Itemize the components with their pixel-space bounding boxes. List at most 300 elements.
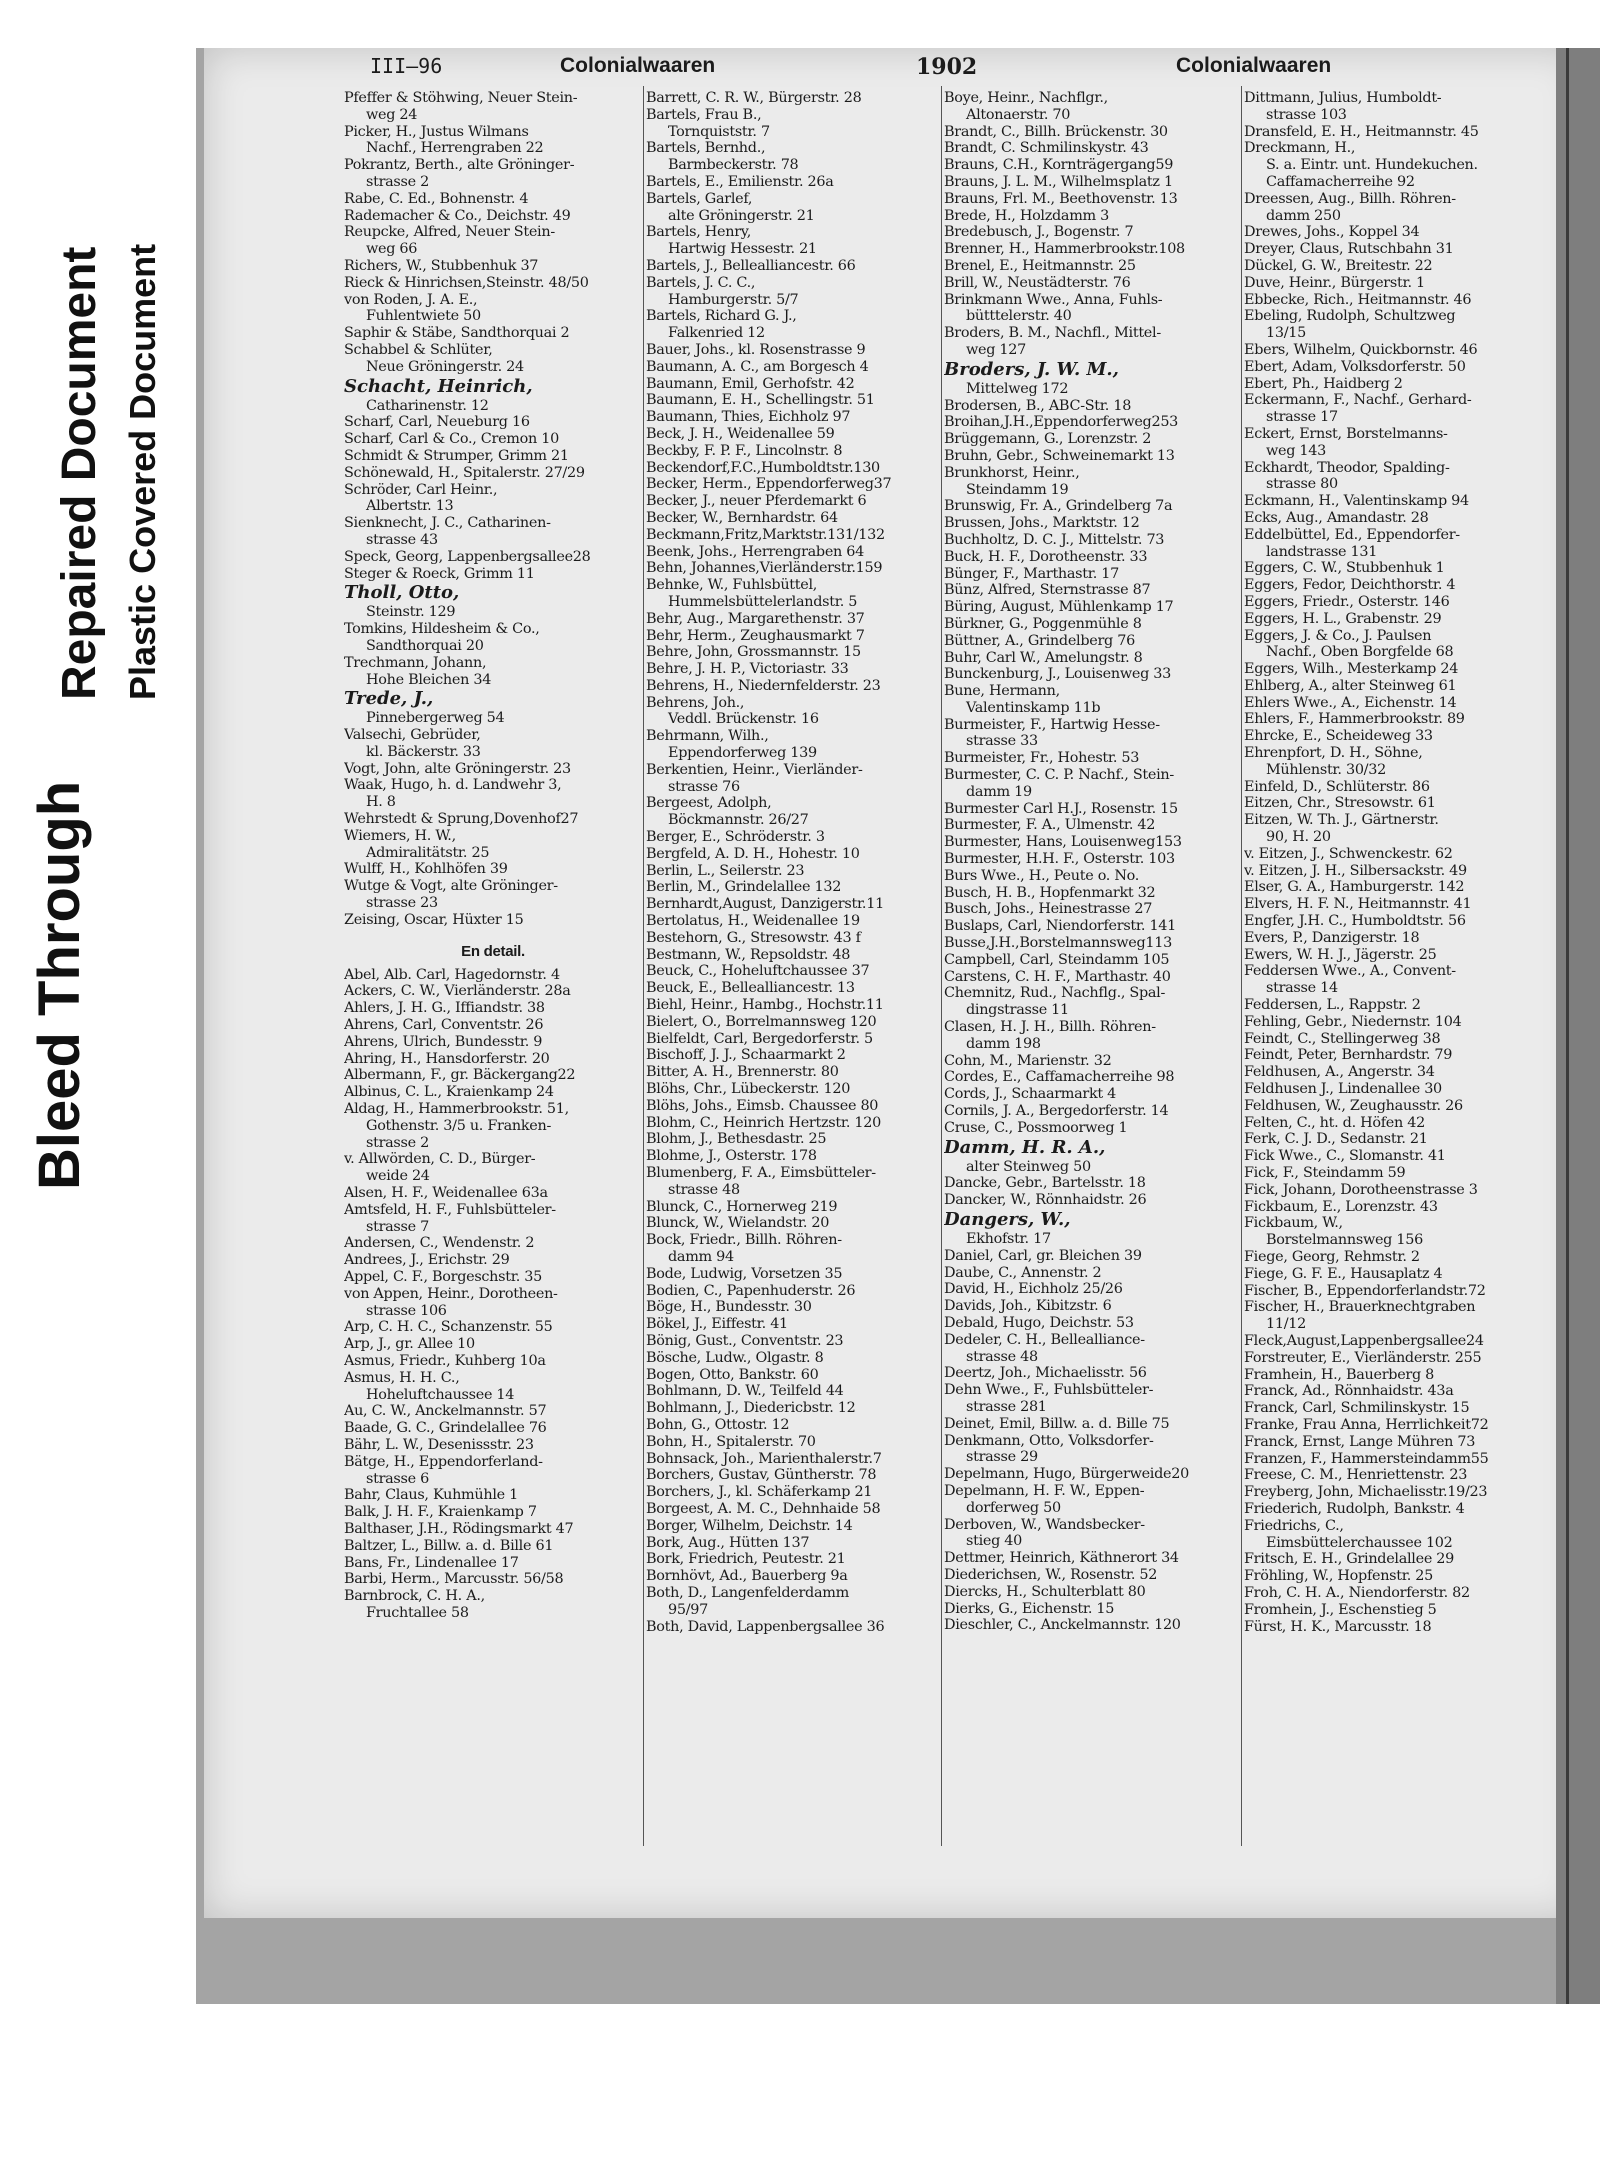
listing-entry: Pokrantz, Berth., alte Gröninger- (344, 157, 575, 174)
listing-entry: Asmus, H. H. C., (344, 1369, 460, 1386)
listing-continuation: 13/15 (1266, 325, 1306, 342)
listing-entry: Behre, J. H. P., Victoriastr. 33 (646, 661, 849, 678)
binding-edge (1556, 48, 1600, 2004)
listing-entry: Brussen, Johs., Marktstr. 12 (944, 515, 1140, 532)
listing-entry: Behrens, H., Niedernfelderstr. 23 (646, 677, 881, 694)
listing-continuation: strasse 103 (1266, 106, 1347, 123)
column-divider (941, 86, 942, 1846)
listing-entry: Bünz, Alfred, Sternstrasse 87 (944, 582, 1151, 599)
listing-entry: Busse,J.H.,Borstelmannsweg113 (944, 935, 1172, 952)
listing-continuation: Neue Gröningerstr. 24 (366, 358, 524, 375)
listing-continuation: Ekhofstr. 17 (966, 1231, 1051, 1247)
listing-entry: von Appen, Heinr., Dorotheen- (344, 1285, 558, 1302)
listing-entry: Dreckmann, H., (1244, 140, 1356, 157)
listing-entry: Richers, W., Stubbenhuk 37 (344, 257, 539, 274)
listing-entry: Eckermann, F., Nachf., Gerhard- (1244, 392, 1472, 409)
listing-entry: Bökel, J., Eiffestr. 41 (646, 1316, 788, 1333)
listing-entry: Buhr, Carl W., Amelungstr. 8 (944, 649, 1143, 666)
listing-entry: Felten, C., ht. d. Höfen 42 (1244, 1114, 1425, 1131)
repaired-document-label: Repaired Document (53, 246, 106, 700)
listing-entry: Bartels, J. C. C., (646, 274, 756, 291)
listing-entry: Albinus, C. L., Kraienkamp 24 (344, 1084, 554, 1101)
listing-entry: Freyberg, John, Michaelisstr.19/23 (1244, 1484, 1488, 1501)
listing-entry: Ehrcke, E., Scheideweg 33 (1244, 728, 1433, 745)
listing-entry: Bitter, A. H., Brennerstr. 80 (646, 1064, 839, 1081)
listing-entry: Damm, H. R. A., (944, 1136, 1106, 1158)
listing-entry: Fritsch, E. H., Grindelallee 29 (1244, 1551, 1455, 1568)
listing-entry: Rademacher & Co., Deichstr. 49 (344, 207, 571, 224)
listing-entry: Bergfeld, A. D. H., Hohestr. 10 (646, 845, 860, 862)
listing-continuation: strasse 2 (366, 173, 429, 190)
listing-entry: v. Eitzen, J., Schwenckestr. 62 (1244, 845, 1453, 862)
listing-entry: Feldhusen, A., Angerstr. 34 (1244, 1064, 1435, 1081)
listing-entry: Bohlmann, J., Diedericbstr. 12 (646, 1400, 856, 1417)
listing-continuation: Nachf., Herrengraben 22 (366, 140, 544, 157)
listing-entry: Bohn, H., Spitalerstr. 70 (646, 1433, 816, 1450)
listing-entry: Behr, Aug., Margarethenstr. 37 (646, 610, 865, 627)
listing-entry: Au, C. W., Anckelmannstr. 57 (344, 1403, 547, 1420)
listing-continuation: Nachf., Oben Borgfelde 68 (1266, 644, 1454, 661)
listing-entry: Feindt, Peter, Bernhardstr. 79 (1244, 1047, 1453, 1064)
listing-entry: Abel, Alb. Carl, Hagedornstr. 4 (344, 966, 560, 983)
listing-entry: Aldag, H., Hammerbrookstr. 51, (344, 1101, 569, 1118)
listing-entry: Fiege, Georg, Rehmstr. 2 (1244, 1248, 1420, 1265)
listing-continuation: strasse 14 (1266, 980, 1338, 997)
listing-entry: Bredebusch, J., Bogenstr. 7 (944, 224, 1134, 241)
listing-continuation: bütttelerstr. 40 (966, 308, 1072, 325)
listing-entry: Ahring, H., Hansdorferstr. 20 (344, 1050, 550, 1067)
listing-entry: Bartels, J., Bellealliancestr. 66 (646, 257, 856, 274)
listing-entry: Schmidt & Strumper, Grimm 21 (344, 447, 569, 464)
listing-entry: Ebert, Adam, Volksdorferstr. 50 (1244, 358, 1466, 375)
listing-entry: Tholl, Otto, (344, 582, 460, 604)
listing-entry: Burmeister, F., Hartwig Hesse- (944, 716, 1160, 733)
listing-continuation: landstrasse 131 (1266, 543, 1378, 560)
listing-entry: Debald, Hugo, Deichstr. 53 (944, 1314, 1134, 1331)
listing-entry: Bunckenburg, J., Louisenweg 33 (944, 666, 1171, 683)
listing-entry: Büring, August, Mühlenkamp 17 (944, 599, 1174, 616)
listing-continuation: Steindamm 19 (966, 481, 1069, 498)
listing-entry: Cruse, C., Possmoorweg 1 (944, 1119, 1128, 1136)
listing-entry: Fleck,August,Lappenbergsallee24 (1244, 1332, 1484, 1349)
listing-entry: Bünger, F., Marthastr. 17 (944, 565, 1120, 582)
listing-entry: Böge, H., Bundesstr. 30 (646, 1299, 812, 1316)
listing-continuation: Hamburgerstr. 5/7 (668, 291, 799, 308)
listing-continuation: Borstelmannsweg 156 (1266, 1232, 1423, 1249)
listing-entry: Bornhövt, Ad., Bauerberg 9a (646, 1568, 848, 1585)
listing-entry: Baumann, Emil, Gerhofstr. 42 (646, 375, 855, 392)
listing-entry: Borchers, J., kl. Schäferkamp 21 (646, 1484, 873, 1501)
listing-entry: Brauns, Frl. M., Beethovenstr. 13 (944, 190, 1178, 207)
listing-entry: Brauns, C.H., Kornträgergang59 (944, 157, 1174, 174)
listing-entry: Beckby, F. P. F., Lincolnstr. 8 (646, 442, 843, 459)
listing-entry: Eggers, H. L., Grabenstr. 29 (1244, 610, 1442, 627)
listing-entry: Ecks, Aug., Amandastr. 28 (1244, 509, 1429, 526)
listing-entry: Diercks, H., Schulterblatt 80 (944, 1583, 1146, 1600)
listing-entry: Zeising, Oscar, Hüxter 15 (344, 911, 524, 928)
listing-entry: Bohlmann, D. W., Teilfeld 44 (646, 1383, 844, 1400)
listing-entry: Andersen, C., Wendenstr. 2 (344, 1235, 535, 1252)
listing-entry: Behrmann, Wilh., (646, 728, 769, 745)
listing-continuation: strasse 48 (966, 1348, 1038, 1365)
listing-entry: Eggers, Friedr., Osterstr. 146 (1244, 593, 1450, 610)
listing-entry: Rieck & Hinrichsen,Steinstr. 48/50 (344, 274, 589, 291)
listing-entry: Dangers, W., (944, 1209, 1071, 1230)
listing-continuation: damm 19 (966, 783, 1032, 800)
listing-entry: Eggers, Wilh., Mesterkamp 24 (1244, 661, 1459, 678)
listing-entry: Berger, E., Schröderstr. 3 (646, 829, 825, 846)
listing-continuation: Eimsbüttelerchaussee 102 (1266, 1534, 1453, 1551)
listing-entry: Arp, C. H. C., Schanzenstr. 55 (344, 1319, 553, 1336)
listing-entry: Bogen, Otto, Bankstr. 60 (646, 1366, 819, 1383)
listing-entry: Daniel, Carl, gr. Bleichen 39 (944, 1247, 1142, 1264)
listing-continuation: strasse 29 (966, 1449, 1038, 1466)
listing-entry: Ackers, C. W., Vierländerstr. 28a (344, 983, 571, 1000)
listing-entry: Bürkner, G., Poggenmühle 8 (944, 615, 1142, 632)
margin-label-strip (0, 60, 195, 1190)
listing-entry: Depelmann, Hugo, Bürgerweide20 (944, 1466, 1189, 1483)
listing-entry: Saphir & Stäbe, Sandthorquai 2 (344, 325, 570, 342)
listing-entry: Beuck, E., Bellealliancestr. 13 (646, 980, 855, 997)
listing-entry: Wulff, H., Kohlhöfen 39 (344, 861, 508, 878)
listing-continuation: strasse 43 (366, 531, 438, 548)
section-title-right: Colonialwaaren (1176, 54, 1332, 77)
listing-entry: Barrett, C. R. W., Bürgerstr. 28 (646, 90, 862, 106)
listing-continuation: Pinnebergerweg 54 (366, 710, 505, 727)
listing-entry: Schröder, Carl Heinr., (344, 481, 498, 498)
listing-continuation: Caffamacherreihe 92 (1266, 173, 1415, 190)
listing-entry: Fromhein, J., Eschenstieg 5 (1244, 1601, 1437, 1618)
listing-entry: Elvers, H. F. N., Heitmannstr. 41 (1244, 896, 1472, 913)
listing-entry: Barbi, Herm., Marcusstr. 56/58 (344, 1571, 564, 1588)
listing-continuation: kl. Bäckerstr. 33 (366, 743, 481, 760)
listing-entry: Bätge, H., Eppendorferland- (344, 1453, 543, 1470)
listing-continuation: strasse 6 (366, 1470, 429, 1487)
listing-continuation: Sandthorquai 20 (366, 637, 484, 654)
listing-entry: Bork, Friedrich, Peutestr. 21 (646, 1551, 846, 1568)
listing-entry: Pfeffer & Stöhwing, Neuer Stein- (344, 90, 578, 106)
listing-entry: Becker, Herm., Eppendorferweg37 (646, 476, 892, 493)
listing-continuation: Hohe Bleichen 34 (366, 671, 492, 688)
directory-column-4 (1244, 90, 1556, 1860)
listing-continuation: strasse 281 (966, 1398, 1047, 1415)
listing-entry: Franck, Ernst, Lange Mühren 73 (1244, 1433, 1476, 1450)
listing-continuation: strasse 48 (668, 1181, 740, 1198)
listing-entry: Ehlberg, A., alter Steinweg 61 (1244, 677, 1457, 694)
listing-entry: Eggers, C. W., Stubbenhuk 1 (1244, 560, 1445, 577)
listing-entry: von Roden, J. A. E., (344, 291, 478, 308)
plastic-covered-label: Plastic Covered Document (122, 243, 163, 700)
listing-entry: Fickbaum, E., Lorenzstr. 43 (1244, 1198, 1438, 1215)
listing-entry: Albermann, F., gr. Bäckergang22 (344, 1067, 576, 1084)
listing-entry: Broders, J. W. M., (944, 358, 1119, 380)
listing-entry: Boye, Heinr., Nachflgr., (944, 90, 1108, 106)
listing-entry: Becker, J., neuer Pferdemarkt 6 (646, 493, 867, 510)
listing-entry: Both, D., Langenfelderdamm (646, 1584, 849, 1601)
listing-entry: Dedeler, C. H., Bellealliance- (944, 1331, 1145, 1348)
listing-entry: Blöhs, Chr., Lübeckerstr. 120 (646, 1081, 851, 1098)
listing-entry: Bartels, Frau B., (646, 106, 762, 123)
listing-entry: Ewers, W. H. J., Jägerstr. 25 (1244, 946, 1437, 963)
listing-continuation: Fuhlentwiete 50 (366, 308, 481, 325)
listing-entry: Bösche, Ludw., Olgastr. 8 (646, 1349, 824, 1366)
listing-entry: Cohn, M., Marienstr. 32 (944, 1052, 1112, 1069)
listing-entry: Arp, J., gr. Allee 10 (344, 1336, 475, 1353)
listing-continuation: 95/97 (668, 1601, 708, 1618)
listing-entry: Bielert, O., Borrelmannsweg 120 (646, 1013, 877, 1030)
listing-entry: Drewes, Johs., Koppel 34 (1244, 224, 1420, 241)
listing-entry: Dittmann, Julius, Humboldt- (1244, 90, 1442, 106)
listing-entry: Wiemers, H. W., (344, 827, 456, 844)
listing-entry: Carstens, C. H. F., Marthastr. 40 (944, 968, 1171, 985)
listing-entry: Bock, Friedr., Billh. Röhren- (646, 1232, 842, 1249)
listing-entry: Balk, J. H. F., Kraienkamp 7 (344, 1504, 537, 1521)
listing-entry: Borchers, Gustav, Güntherstr. 78 (646, 1467, 877, 1484)
listing-entry: Büttner, A., Grindelberg 76 (944, 632, 1135, 649)
listing-entry: Burmester, C. C. P. Nachf., Stein- (944, 767, 1174, 784)
listing-entry: Busch, H. B., Hopfenmarkt 32 (944, 884, 1156, 901)
listing-continuation: Valentinskamp 11b (966, 699, 1101, 716)
listing-entry: Bartels, E., Emilienstr. 26a (646, 173, 834, 190)
listing-continuation: damm 250 (1266, 207, 1341, 224)
listing-entry: Daube, C., Annenstr. 2 (944, 1264, 1102, 1281)
listing-entry: Ebers, Wilhelm, Quickbornstr. 46 (1244, 341, 1478, 358)
listing-entry: Becker, W., Bernhardstr. 64 (646, 509, 838, 526)
listing-entry: Appel, C. F., Borgeschstr. 35 (344, 1269, 542, 1285)
listing-continuation: weg 127 (966, 341, 1026, 358)
listing-entry: Framhein, H., Bauerberg 8 (1244, 1366, 1435, 1383)
listing-continuation: strasse 76 (668, 778, 740, 795)
listing-entry: Brill, W., Neustädterstr. 76 (944, 274, 1131, 291)
page-number: III—96 (370, 54, 443, 78)
listing-continuation: Tornquiststr. 7 (668, 123, 770, 140)
listing-continuation: Hoheluftchaussee 14 (366, 1386, 515, 1403)
listing-continuation: dorferweg 50 (966, 1499, 1061, 1516)
listing-continuation: strasse 17 (1266, 409, 1338, 426)
listing-continuation: Mühlenstr. 30/32 (1266, 761, 1386, 778)
listing-entry: Brandt, C., Billh. Brückenstr. 30 (944, 123, 1168, 140)
listing-entry: Brüggemann, G., Lorenzstr. 2 (944, 431, 1152, 448)
column-divider (643, 86, 644, 1846)
listing-continuation: Falkenried 12 (668, 325, 765, 342)
listing-entry: Fürst, H. K., Marcusstr. 18 (1244, 1618, 1432, 1635)
listing-entry: Dreessen, Aug., Billh. Röhren- (1244, 190, 1456, 207)
scanned-page (196, 48, 1600, 2004)
listing-entry: Ehrenpfort, D. H., Söhne, (1244, 745, 1423, 762)
listing-entry: Behr, Herm., Zeughausmarkt 7 (646, 627, 865, 644)
listing-entry: Broihan,J.H.,Eppendorferweg253 (944, 414, 1179, 431)
listing-entry: Feldhusen, W., Zeughausstr. 26 (1244, 1097, 1463, 1114)
listing-entry: Fick, Johann, Dorotheenstrasse 3 (1244, 1181, 1478, 1198)
listing-entry: Ferk, C. J. D., Sedanstr. 21 (1244, 1131, 1428, 1148)
listing-continuation: dingstrasse 11 (966, 1002, 1069, 1019)
listing-entry: Bune, Hermann, (944, 683, 1060, 700)
listing-entry: Bernhardt,August, Danzigerstr.11 (646, 896, 884, 913)
listing-entry: Franke, Frau Anna, Herrlichkeit72 (1244, 1416, 1489, 1433)
listing-entry: Brunkhorst, Heinr., (944, 464, 1080, 481)
listing-entry: Bestmann, W., Repsoldstr. 48 (646, 946, 851, 963)
listing-entry: Dransfeld, E. H., Heitmannstr. 45 (1244, 123, 1479, 140)
listing-entry: Berkentien, Heinr., Vierländer- (646, 761, 863, 778)
listing-entry: Tomkins, Hildesheim & Co., (344, 621, 540, 638)
listing-entry: Rabe, C. Ed., Bohnenstr. 4 (344, 190, 529, 207)
listing-entry: Beckmann,Fritz,Marktstr.131/132 (646, 526, 885, 543)
listing-entry: Dieschler, C., Anckelmannstr. 120 (944, 1617, 1181, 1634)
listing-continuation: alte Gröningerstr. 21 (668, 207, 815, 224)
directory-column-3 (944, 90, 1240, 1860)
listing-continuation: weide 24 (366, 1168, 430, 1185)
listing-entry: Sienknecht, J. C., Catharinen- (344, 515, 551, 532)
listing-continuation: alter Steinweg 50 (966, 1158, 1091, 1175)
listing-continuation: Albertstr. 13 (366, 498, 454, 515)
listing-entry: Eckmann, H., Valentinskamp 94 (1244, 493, 1469, 510)
listing-entry: Behn, Johannes,Vierländerstr.159 (646, 560, 883, 577)
listing-entry: Beck, J. H., Weidenallee 59 (646, 425, 835, 442)
listing-entry: Buck, H. F., Dorotheenstr. 33 (944, 548, 1148, 565)
listing-entry: Steger & Roeck, Grimm 11 (344, 565, 535, 582)
listing-continuation: strasse 80 (1266, 476, 1338, 493)
listing-entry: Bielfeldt, Carl, Bergedorferstr. 5 (646, 1030, 873, 1047)
listing-continuation: Altonaerstr. 70 (966, 106, 1071, 123)
listing-continuation: 11/12 (1266, 1316, 1306, 1333)
listing-entry: Fick, F., Steindamm 59 (1244, 1165, 1406, 1181)
listing-entry: Campbell, Carl, Steindamm 105 (944, 951, 1170, 968)
listing-entry: Dückel, G. W., Breitestr. 22 (1244, 257, 1433, 274)
listing-entry: Eitzen, W. Th. J., Gärtnerstr. (1244, 812, 1439, 829)
listing-entry: Duve, Heinr., Bürgerstr. 1 (1244, 274, 1425, 291)
listing-entry: Baumann, A. C., am Borgesch 4 (646, 358, 869, 375)
listing-entry: Franck, Ad., Rönnhaidstr. 43a (1244, 1383, 1454, 1400)
listing-entry: Brenel, E., Heitmannstr. 25 (944, 257, 1136, 274)
listing-entry: Wehrstedt & Sprung,Dovenhof27 (344, 811, 579, 828)
listing-continuation: strasse 106 (366, 1302, 447, 1319)
listing-entry: Andrees, J., Erichstr. 29 (344, 1252, 510, 1269)
listing-entry: Burmester, H.H. F., Osterstr. 103 (944, 851, 1175, 868)
listing-entry: Feddersen, L., Rappstr. 2 (1244, 997, 1421, 1014)
listing-entry: Ahlers, J. H. G., Iffiandstr. 38 (344, 1000, 545, 1017)
listing-continuation: stieg 40 (966, 1533, 1022, 1550)
listing-entry: Eddelbüttel, Ed., Eppendorfer- (1244, 526, 1460, 543)
listing-entry: Dancke, Gebr., Bartelsstr. 18 (944, 1175, 1146, 1192)
listing-continuation: weg 24 (366, 106, 418, 123)
listing-entry: Burmeister, Fr., Hohestr. 53 (944, 750, 1140, 767)
listing-entry: Bohnsack, Joh., Marienthalerstr.7 (646, 1450, 882, 1467)
listing-entry: Buslaps, Carl, Niendorferstr. 141 (944, 918, 1177, 935)
listing-entry: Burmester, Hans, Louisenweg153 (944, 834, 1182, 851)
listing-continuation: Catharinenstr. 12 (366, 397, 489, 414)
listing-entry: Baumann, E. H., Schellingstr. 51 (646, 392, 875, 409)
listing-entry: Eitzen, Chr., Stresowstr. 61 (1244, 795, 1436, 812)
listing-entry: v. Eitzen, J. H., Silbersackstr. 49 (1244, 862, 1467, 879)
listing-entry: Blumenberg, F. A., Eimsbütteler- (646, 1165, 876, 1181)
listing-entry: Feddersen Wwe., A., Convent- (1244, 963, 1456, 980)
listing-entry: Bork, Aug., Hütten 137 (646, 1534, 810, 1551)
listing-entry: Fick Wwe., C., Slomanstr. 41 (1244, 1148, 1446, 1165)
listing-entry: Bischoff, J. J., Schaarmarkt 2 (646, 1047, 846, 1064)
listing-entry: Berlin, L., Seilerstr. 23 (646, 862, 805, 879)
listing-entry: Deinet, Emil, Billw. a. d. Bille 75 (944, 1415, 1170, 1432)
listing-entry: Eggers, Fedor, Deichthorstr. 4 (1244, 577, 1456, 594)
directory-year: 1902 (916, 54, 978, 80)
listing-entry: Evers, P., Danzigerstr. 18 (1244, 929, 1420, 946)
listing-entry: Dancker, W., Rönnhaidstr. 26 (944, 1192, 1147, 1209)
listing-entry: Bartels, Henry, (646, 224, 751, 241)
listing-entry: Diederichsen, W., Rosenstr. 52 (944, 1566, 1158, 1583)
listing-entry: Eckhardt, Theodor, Spalding- (1244, 459, 1450, 476)
listing-entry: Blohm, C., Heinrich Hertzstr. 120 (646, 1114, 881, 1131)
listing-entry: Both, David, Lappenbergsallee 36 (646, 1618, 885, 1635)
listing-entry: Broders, B. M., Nachfl., Mittel- (944, 325, 1161, 342)
listing-continuation: Steinstr. 129 (366, 604, 456, 621)
listing-entry: Biehl, Heinr., Hambg., Hochstr.11 (646, 997, 884, 1014)
listing-entry: Scharf, Carl & Co., Cremon 10 (344, 431, 559, 448)
listing-entry: Cordes, E., Caffamacherreihe 98 (944, 1069, 1175, 1086)
listing-entry: Bahr, Claus, Kuhmühle 1 (344, 1487, 518, 1504)
listing-entry: Brunswig, Fr. A., Grindelberg 7a (944, 498, 1173, 515)
listing-entry: Feldhusen J., Lindenallee 30 (1244, 1081, 1442, 1098)
listing-entry: Fickbaum, W., (1244, 1215, 1343, 1232)
listing-entry: Friedrichs, C., (1244, 1517, 1344, 1534)
listing-entry: Bode, Ludwig, Vorsetzen 35 (646, 1265, 843, 1282)
listing-entry: Blohm, J., Bethesdastr. 25 (646, 1131, 827, 1148)
listing-entry: Picker, H., Justus Wilmans (344, 123, 529, 140)
listing-entry: Behre, John, Grossmannstr. 15 (646, 644, 861, 661)
listing-entry: Dehn Wwe., F., Fuhlsbütteler- (944, 1382, 1154, 1399)
listing-entry: Schabbel & Schlüter, (344, 341, 493, 358)
listing-entry: Depelmann, H. F. W., Eppen- (944, 1482, 1145, 1499)
listing-continuation: Barmbeckerstr. 78 (668, 157, 799, 174)
listing-entry: v. Allwörden, C. D., Bürger- (344, 1151, 536, 1168)
listing-entry: Cornils, J. A., Bergedorferstr. 14 (944, 1103, 1169, 1120)
listing-entry: Baumann, Thies, Eichholz 97 (646, 409, 851, 426)
listing-entry: Barnbrock, C. H. A., (344, 1588, 485, 1605)
listing-entry: Froh, C. H. A., Niendorferstr. 82 (1244, 1584, 1470, 1601)
listing-entry: Bodien, C., Papenhuderstr. 26 (646, 1282, 856, 1299)
listing-continuation: Gothenstr. 3/5 u. Franken- (366, 1117, 552, 1134)
listing-continuation: H. 8 (366, 794, 396, 811)
listing-entry: Franck, Carl, Schmilinskystr. 15 (1244, 1400, 1470, 1417)
listing-entry: Ahrens, Ulrich, Bundesstr. 9 (344, 1033, 543, 1050)
listing-entry: Ehlers, F., Hammerbrookstr. 89 (1244, 711, 1465, 728)
listing-continuation: weg 143 (1266, 442, 1326, 459)
listing-entry: Brinkmann Wwe., Anna, Fuhls- (944, 291, 1163, 308)
listing-entry: Beenk, Johs., Herrengraben 64 (646, 543, 865, 560)
listing-entry: Blunck, C., Hornerweg 219 (646, 1198, 838, 1215)
listing-entry: Brede, H., Holzdamm 3 (944, 207, 1110, 224)
listing-entry: Franzen, F., Hammersteindamm55 (1244, 1450, 1489, 1467)
listing-continuation: Veddl. Brückenstr. 16 (668, 711, 819, 728)
listing-continuation: Hartwig Hessestr. 21 (668, 241, 817, 258)
listing-continuation: Böckmannstr. 26/27 (668, 812, 809, 829)
listing-entry: Blöhs, Johs., Eimsb. Chaussee 80 (646, 1097, 879, 1114)
listing-entry: Dreyer, Claus, Rutschbahn 31 (1244, 241, 1454, 258)
listing-entry: Ebbecke, Rich., Heitmannstr. 46 (1244, 291, 1472, 308)
listing-entry: Behrens, Joh., (646, 694, 745, 711)
listing-continuation: strasse 2 (366, 1134, 429, 1151)
listing-entry: Bartels, Bernhd., (646, 140, 766, 157)
listing-entry: Brandt, C. Schmilinskystr. 43 (944, 140, 1149, 157)
listing-entry: Dettmer, Heinrich, Käthnerort 34 (944, 1550, 1179, 1567)
listing-entry: Fischer, B., Eppendorferlandstr.72 (1244, 1282, 1486, 1299)
listing-entry: Burs Wwe., H., Peute o. No. (944, 867, 1140, 884)
listing-entry: Chemnitz, Rud., Nachflg., Spal- (944, 985, 1166, 1002)
listing-entry: Cords, J., Schaarmarkt 4 (944, 1086, 1117, 1103)
listing-entry: Eggers, J. & Co., J. Paulsen (1244, 627, 1432, 644)
listing-entry: Bertolatus, H., Weidenallee 19 (646, 913, 860, 930)
listing-entry: Beuck, C., Hoheluftchaussee 37 (646, 963, 870, 980)
listing-entry: Amtsfeld, H. F., Fuhlsbütteler- (344, 1201, 556, 1218)
listing-entry: Ebeling, Rudolph, Schultzweg (1244, 308, 1456, 325)
